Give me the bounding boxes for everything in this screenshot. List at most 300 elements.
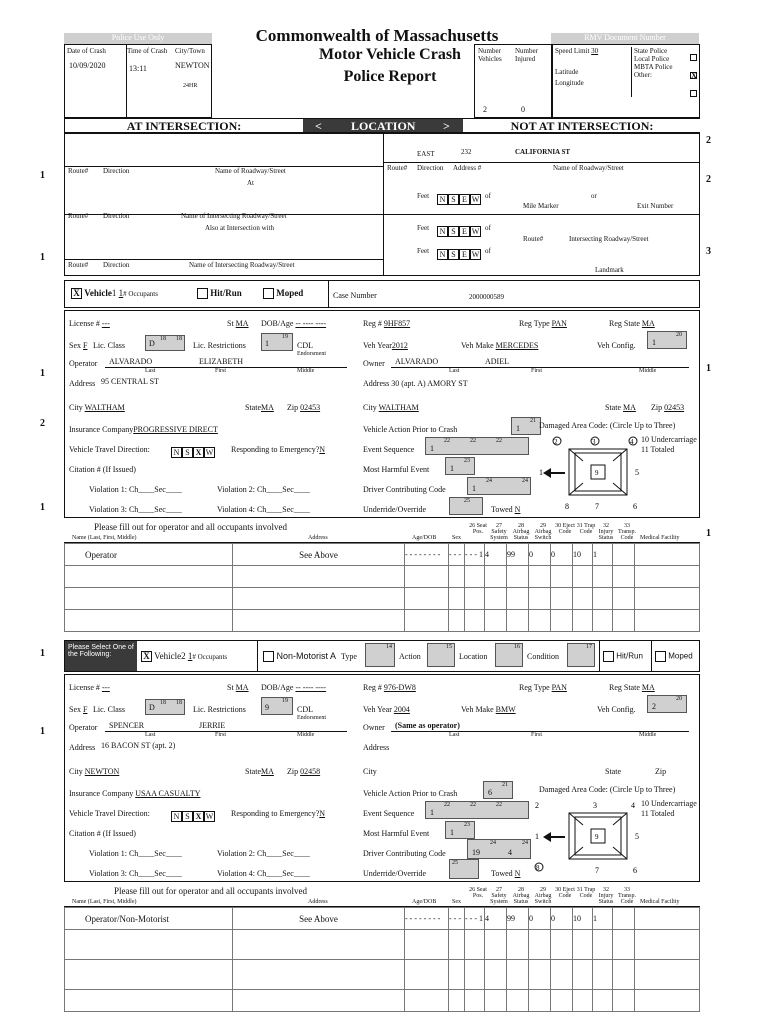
v2-occupants-table — [64, 884, 700, 1018]
speed-value: 30 — [591, 47, 599, 55]
v2-action: 6 21 — [483, 781, 513, 799]
table-row — [65, 990, 700, 1012]
owner-address-label-2: Address — [363, 743, 390, 752]
operator-label: Operator — [69, 359, 98, 368]
hitrun-label: Hit/Run — [210, 288, 242, 298]
address-no-label: Address # — [453, 164, 482, 172]
table-row — [65, 908, 700, 930]
first-label-2: First — [531, 368, 543, 374]
last-label: Last — [145, 368, 156, 374]
ninj-value: 0 — [521, 105, 525, 114]
v1-address: 95 CENTRAL ST — [101, 377, 159, 386]
event-seq-label-2: Event Sequence — [363, 809, 415, 818]
v1-op-last: ALVARADO — [109, 357, 153, 366]
occupant-seat: - - - 1 — [465, 544, 485, 566]
owner-zip-label-2: Zip — [655, 767, 667, 776]
left-arrow: < — [315, 119, 322, 133]
table-row — [65, 610, 700, 632]
v1-reg: 9HF857 — [383, 319, 411, 328]
address-street: CALIFORNIA ST — [515, 148, 571, 156]
speed-label: Speed Limit — [555, 47, 590, 55]
underride-label: Underride/Override — [363, 505, 427, 514]
mbta-police-checkbox[interactable] — [690, 90, 697, 97]
condition-label: Condition — [527, 652, 560, 661]
middle-label: Middle — [297, 368, 315, 374]
action-prior-label-2: Vehicle Action Prior to Crash — [363, 789, 458, 798]
v1-reg-state: MA — [641, 319, 655, 328]
v1-emergency: N — [319, 445, 326, 454]
hr-label: 24HR — [183, 83, 198, 89]
direction-label: Direction — [103, 167, 130, 175]
citation-label-2: Citation # (If Issued) — [69, 829, 136, 838]
switch-col: 29 Airbag Switch — [534, 523, 552, 541]
occupant-sex: - - - — [449, 908, 465, 930]
svg-text:1: 1 — [535, 832, 539, 841]
v1-contributing: 1 24 24 — [467, 477, 531, 495]
occupant-airbag: 99 — [507, 908, 529, 930]
occupant-seat: - - - 1 — [465, 908, 485, 930]
occupant-safety: 4 — [485, 544, 507, 566]
airbag-col: 28 Airbag Status — [512, 523, 530, 541]
local-police-checkbox[interactable]: X — [691, 70, 697, 80]
occupant-eject: 0 — [551, 908, 573, 930]
eject-col-2: 30 Eject Code — [555, 887, 575, 899]
int-road-label-r: Intersecting Roadway/Street — [569, 235, 649, 243]
v1-lic-class: D 18 18 — [145, 335, 185, 351]
date-value: 10/09/2020 — [69, 61, 106, 70]
contributing-label-2: Driver Contributing Code — [363, 849, 446, 858]
v1-license: --- — [101, 319, 110, 328]
svg-text:8: 8 — [565, 502, 569, 511]
feet-label-2: Feet — [417, 224, 430, 232]
v1-owner-state: MA — [623, 403, 636, 412]
fill-out-label-2: Please fill out for operator and all occupants involved — [114, 886, 307, 896]
lat-label: Latitude — [555, 68, 579, 76]
lic-restr-label-2: Lic. Restrictions — [193, 705, 246, 714]
local-police-label: Local Police — [634, 55, 670, 63]
address-number: 232 — [461, 148, 472, 156]
v1-zip: 02453 — [300, 403, 321, 412]
svg-text:6: 6 — [633, 502, 637, 511]
v1-restrictions: 1 19 — [261, 333, 293, 351]
mile-marker-label: Mile Marker — [523, 202, 559, 210]
name-col-2: Name (Last, First, Middle) — [72, 899, 137, 905]
v2-owner: (Same as operator) — [395, 721, 460, 730]
event-seq-label: Event Sequence — [363, 445, 415, 454]
type-box: 14 — [365, 643, 395, 667]
state-police-label: State Police — [634, 47, 668, 55]
city-label: City/Town — [175, 47, 205, 55]
side-number: 2 — [706, 135, 711, 146]
counts-box — [474, 44, 552, 118]
hitrun-label-2: Hit/Run — [616, 651, 643, 661]
table-row — [65, 930, 700, 960]
safety-col: 27 Safety System — [490, 523, 508, 541]
v2-reg-type: PAN — [551, 683, 567, 692]
at-label: At — [247, 179, 254, 187]
v2-towed: N — [514, 869, 521, 878]
route-label-r: Route# — [387, 164, 408, 172]
select-one-prompt: Please Select One of the Following: — [65, 641, 137, 671]
occupant-dob: - - - - - - - - — [405, 908, 449, 930]
sex-col: Sex — [452, 535, 461, 541]
harmful-label-2: Most Harmful Event — [363, 829, 430, 838]
v1-lic-state: MA — [235, 319, 249, 328]
v2-harmful: 1 23 — [445, 821, 475, 839]
police-use-banner: Police Use Only — [64, 33, 212, 44]
endorsement-label-2: Endorsment — [297, 715, 326, 721]
location-box — [64, 133, 700, 276]
direction-label-r: Direction — [417, 164, 444, 172]
v2-state: MA — [261, 767, 274, 776]
v2-city: NEWTON — [84, 767, 120, 776]
v2-dob: -- ---- ---- — [295, 683, 327, 692]
nveh-value: 2 — [483, 105, 487, 114]
vehicle2-number: 2 — [181, 651, 186, 661]
divider — [126, 44, 212, 118]
cdl-label: CDL — [297, 341, 313, 350]
v2-op-last: SPENCER — [109, 721, 145, 730]
location-bar — [64, 118, 700, 133]
occupant-dob: - - - - - - - - — [405, 544, 449, 566]
route-label-r2: Route# — [523, 235, 544, 243]
v2-event-seq: 1 22 22 22 — [425, 801, 529, 819]
moped-checkbox-2[interactable] — [655, 651, 666, 662]
nveh-label: Number Vehicles — [478, 47, 502, 63]
route-label: Route# — [68, 167, 89, 175]
switch-col-2: 29 Airbag Switch — [534, 887, 552, 905]
table-row — [65, 960, 700, 990]
v2-year: 2004 — [393, 705, 410, 714]
svg-text:9: 9 — [595, 833, 599, 841]
action-prior-label: Vehicle Action Prior to Crash — [363, 425, 458, 434]
svg-text:4: 4 — [630, 438, 634, 446]
v1-year: 2012 — [391, 341, 408, 350]
endorsement-label: Endorsment — [297, 351, 326, 357]
trans-col: 33 Transp. Code — [618, 523, 636, 541]
owner-label: Owner — [363, 359, 385, 368]
first-label-3: First — [215, 732, 227, 738]
owner-label-2: Owner — [363, 723, 385, 732]
table-row — [65, 544, 700, 566]
side-number: 2 — [706, 174, 711, 185]
v1-occupants-table — [64, 520, 700, 638]
svg-text:5: 5 — [635, 832, 639, 841]
feet-label-3: Feet — [417, 247, 430, 255]
side-number: 1 — [40, 502, 45, 513]
eject-col: 30 Eject Code — [555, 523, 575, 535]
svg-text:2: 2 — [554, 438, 558, 446]
last-label-2: Last — [449, 368, 460, 374]
side-number: 1 — [40, 648, 45, 659]
undercarriage-label-2: 10 Undercarriage — [641, 799, 697, 808]
vehicle1-number: 1 — [111, 288, 117, 298]
vehicle2-occupants: 1 — [187, 651, 193, 661]
v1-sex: F — [83, 341, 88, 350]
road-name-label-3: Name of Intersecting Roadway/Street — [189, 261, 295, 269]
v1-city: WALTHAM — [84, 403, 125, 412]
lic-class-label-2: Lic. Class — [93, 705, 125, 714]
v2-reg: 976-DW8 — [383, 683, 416, 692]
v2-sex: F — [83, 705, 88, 714]
occupant-airbag: 99 — [507, 544, 529, 566]
v2-zip: 02458 — [300, 767, 321, 776]
time-value: 13:11 — [129, 64, 147, 73]
v2-underride: 25 — [449, 859, 479, 879]
occupant-address: See Above — [233, 908, 405, 930]
fill-out-label: Please fill out for operator and all occupants involved — [94, 522, 287, 532]
owner-state-label-2: State — [605, 767, 621, 776]
occupants-label: # Occupants — [123, 290, 158, 298]
case-number-label: Case Number — [333, 291, 377, 300]
occupant-name: Operator/Non-Motorist — [65, 908, 233, 930]
v1-owner-last: ALVARADO — [395, 357, 439, 366]
occupant-injury: 1 — [593, 544, 613, 566]
location-label: LOCATION — [351, 119, 416, 133]
middle-label-3: Middle — [297, 732, 315, 738]
underride-label-2: Underride/Override — [363, 869, 427, 878]
occupants-label-2: # Occupants — [192, 653, 228, 661]
non-motorist-letter: A — [330, 651, 337, 661]
v1-op-first: ELIZABETH — [199, 357, 243, 366]
state-police-checkbox[interactable] — [690, 54, 697, 61]
lic-restr-label: Lic. Restrictions — [193, 341, 246, 350]
v1-owner-city: WALTHAM — [378, 403, 419, 412]
v2-travel-selector[interactable]: N S X W — [171, 806, 215, 824]
road-name-label-r: Name of Roadway/Street — [553, 164, 624, 172]
form-title: Commonwealth of Massachusetts — [255, 26, 499, 45]
v1-make: MERCEDES — [495, 341, 539, 350]
v1-dob: -- ---- ---- — [295, 319, 327, 328]
action-label: Action — [399, 652, 421, 661]
condition-box: 17 — [567, 643, 595, 667]
occupant-switch: 0 — [529, 544, 551, 566]
svg-text:7: 7 — [595, 866, 599, 875]
hitrun-checkbox-2[interactable] — [603, 651, 614, 662]
nsew-selector-2[interactable]: N S E W — [437, 221, 481, 239]
landmark-label: Landmark — [595, 266, 624, 274]
medical-col-2: Medical Facility — [640, 899, 680, 905]
location-label-2: Location — [459, 652, 488, 661]
of-label: of — [485, 192, 491, 200]
v1-towed: N — [514, 505, 521, 514]
last-label-3: Last — [145, 732, 156, 738]
exit-number-label: Exit Number — [637, 202, 674, 210]
moped-label-2: Moped — [668, 651, 693, 661]
date-label: Date of Crash — [67, 47, 106, 55]
feet-label: Feet — [417, 192, 430, 200]
v2-reg-state: MA — [641, 683, 655, 692]
type-label: Type — [341, 652, 357, 661]
occupant-safety: 4 — [485, 908, 507, 930]
v1-owner-address: 30 (apt. A) AMORY ST — [391, 379, 468, 388]
undercarriage-label: 10 Undercarriage — [641, 435, 697, 444]
svg-text:5: 5 — [635, 468, 639, 477]
of-label-2: of — [485, 224, 491, 232]
v2-restrictions: 9 19 — [261, 697, 293, 715]
occupant-switch: 0 — [529, 908, 551, 930]
side-number: 3 — [706, 246, 711, 257]
non-motorist-label: Non-Motorist — [276, 651, 329, 661]
v2-occupant-grid — [64, 907, 700, 1012]
non-motorist-checkbox[interactable] — [263, 651, 274, 662]
right-arrow: > — [443, 119, 450, 133]
v2-make: BMW — [495, 705, 516, 714]
address-label-2: Address — [69, 743, 96, 752]
svg-text:4: 4 — [631, 801, 635, 810]
seat-col: 26 Seat Pos. — [469, 523, 487, 535]
travel-label-2: Vehicle Travel Direction: — [69, 809, 150, 818]
v1-owner-first: ADIEL — [485, 357, 509, 366]
damaged-label-2: Damaged Area Code: (Circle Up to Three) — [539, 785, 676, 794]
v2-lic-state: MA — [235, 683, 249, 692]
nsew-selector-3[interactable]: N S E W — [437, 244, 481, 262]
occupant-sex: - - - — [449, 544, 465, 566]
address-direction: EAST — [417, 150, 435, 158]
first-label-4: First — [531, 732, 543, 738]
svg-text:3: 3 — [593, 801, 597, 810]
hitrun-checkbox[interactable] — [197, 288, 208, 299]
case-number-value: 2000000589 — [469, 293, 504, 301]
svg-text:8: 8 — [536, 864, 540, 872]
cdl-label-2: CDL — [297, 705, 313, 714]
v1-harmful: 1 23 — [445, 457, 475, 475]
vehicle2-detail: License # --- St MA DOB/Age -- ---- ---- Sex F Lic. Class D 18 18 Lic. Restrictions 9 19 CDL Endorsment Operator SPENCER JERRIE Last First Middle Address 16 BACON ST (apt. 2) City NEWTON StateMA Zip 02458 Insurance Company USAA CASUALTY Vehicle Travel Direction: N S X W Responding to Emergency?N Citation # (If Issued) Violation 1: Ch____Sec____ Violation 2: Ch____Sec____ Violation 3: Ch____Sec____ Violation 4: Ch____Sec____ Reg # 976-DW8 Reg Type PAN Reg State MA Veh Year 2004 Veh Make BMW Veh Config. 2 20 Owner (Same as operator) Last First Middle Address City State Zip Vehicle Action Prior to Crash 6 21 Damaged Area Code: (Circle Up to Three) Event Sequence 1 22 22 22 Most Harmful Event 1 23 Driver Contributing Code 19 24 4 24 Underride/Override 25 Towed N 2 3 4 9 1 5 8 7 6 10 Undercarriage 11 Totaled — [64, 674, 700, 882]
v2-emergency: N — [319, 809, 326, 818]
mbta-police-label: MBTA Police — [634, 63, 673, 71]
v1-occupant-grid — [64, 543, 700, 632]
direction-label-2: Direction — [103, 212, 130, 220]
nsew-selector[interactable]: N S E W — [437, 189, 481, 207]
citation-label: Citation # (If Issued) — [69, 465, 136, 474]
v1-underride: 25 — [449, 497, 483, 515]
not-at-intersection-label: NOT AT INTERSECTION: — [463, 119, 701, 132]
lic-class-label: Lic. Class — [93, 341, 125, 350]
side-number: 1 — [40, 252, 45, 263]
veh-config-label-2: Veh Config. — [597, 705, 636, 714]
v1-state: MA — [261, 403, 274, 412]
svg-text:3: 3 — [592, 438, 596, 446]
also-at-label: Also at Intersection with — [205, 224, 275, 232]
or-label: or — [591, 192, 597, 200]
speed-box — [552, 44, 700, 118]
harmful-label: Most Harmful Event — [363, 465, 430, 474]
address-label: Address — [69, 379, 96, 388]
vehicle1-detail: License # --- St MA DOB/Age -- ---- ---- Sex F Lic. Class D 18 18 Lic. Restrictions 1 19 CDL Endorsment Operator ALVARADO ELIZABETH Last First Middle Address 95 CENTRAL ST City WALTHAM StateMA Zip 02453 Insurance CompanyPROGRESSIVE DIRECT Vehicle Travel Direction: N S X W Responding to Emergency?N Citation # (If Issued) Violation 1: Ch____Sec____ Violation 2: Ch____Sec____ Violation 3: Ch____Sec____ Violation 4: Ch____Sec____ Reg # 9HF857 Reg Type PAN Reg State MA Veh Year2012 Veh Make MERCEDES Veh Config. 1 20 Owner ALVARADO ADIEL Last First Middle Address 30 (apt. A) AMORY ST City WALTHAM State MA Zip 02453 Vehicle Action Prior to Crash 1 21 Damaged Area Code: (Circle Up to Three) Event Sequence 1 22 22 22 Most Harmful Event 1 23 Driver Contributing Code 1 24 24 Underride/Override 25 Towed N 2 3 4 9 1 5 8 7 6 10 Undercarriage 11 Totaled — [64, 310, 700, 518]
v1-event-seq: 1 22 22 22 — [425, 437, 529, 455]
location-box-2: 16 — [495, 643, 523, 667]
addr-col-2: Address — [308, 899, 328, 905]
v2-lic-class: D 18 18 — [145, 699, 185, 715]
int-road-label: Name of Intersecting Roadway/Street — [181, 212, 287, 220]
side-number: 1 — [40, 368, 45, 379]
trap-col-2: 31 Trap Code — [576, 887, 596, 899]
totaled-label: 11 Totaled — [641, 445, 675, 454]
of-label-3: of — [485, 247, 491, 255]
contributing-label: Driver Contributing Code — [363, 485, 446, 494]
table-row — [65, 588, 700, 610]
divider — [383, 134, 384, 275]
middle-label-2: Middle — [639, 368, 657, 374]
ninj-label: Number Injured — [515, 47, 538, 63]
action-box: 15 — [427, 643, 455, 667]
v2-license: --- — [101, 683, 110, 692]
moped-checkbox[interactable] — [263, 288, 274, 299]
operator-label-2: Operator — [69, 723, 98, 732]
last-label-4: Last — [449, 732, 460, 738]
vehicle2-bar — [64, 640, 700, 672]
form-title-3: Police Report — [343, 68, 437, 85]
medical-col: Medical Facility — [640, 535, 680, 541]
vehicle1-checkbox[interactable]: X — [71, 288, 82, 299]
first-label: First — [215, 368, 227, 374]
middle-label-4: Middle — [639, 732, 657, 738]
occupant-address: See Above — [233, 544, 405, 566]
seat-col-2: 26 Seat Pos. — [469, 887, 487, 899]
addr-col: Address — [308, 535, 328, 541]
v1-reg-type: PAN — [551, 319, 567, 328]
damaged-label: Damaged Area Code: (Circle Up to Three) — [539, 421, 676, 430]
airbag-col-2: 28 Airbag Status — [512, 887, 530, 905]
occupant-name: Operator — [65, 544, 233, 566]
sex-col-2: Sex — [452, 899, 461, 905]
v1-insurance: PROGRESSIVE DIRECT — [133, 425, 218, 434]
occupant-eject: 0 — [551, 544, 573, 566]
injury-col-2: 32 Injury Status — [598, 887, 614, 905]
lon-label: Longitude — [555, 79, 584, 87]
at-intersection-label: AT INTERSECTION: — [65, 119, 303, 132]
v2-op-first: JERRIE — [199, 721, 226, 730]
v1-action: 1 21 — [511, 417, 541, 435]
table-row — [65, 566, 700, 588]
occupant-trap: 10 — [573, 908, 593, 930]
occupant-injury: 1 — [593, 908, 613, 930]
v2-contributing: 19 24 4 24 — [467, 839, 531, 859]
vehicle2-checkbox[interactable]: X — [141, 651, 152, 662]
injury-col: 32 Injury Status — [598, 523, 614, 541]
occupant-trap: 10 — [573, 544, 593, 566]
form-title-2: Motor Vehicle Crash — [319, 46, 461, 63]
side-number: 2 — [40, 418, 45, 429]
age-col-2: Age/DOB — [412, 899, 437, 905]
v2-address: 16 BACON ST (apt. 2) — [101, 741, 176, 750]
side-number: 1 — [40, 170, 45, 181]
svg-text:1: 1 — [539, 468, 543, 477]
side-number: 1 — [40, 726, 45, 737]
name-col: Name (Last, First, Middle) — [72, 535, 137, 541]
trap-col: 31 Trap Code — [576, 523, 596, 535]
svg-text:7: 7 — [595, 502, 599, 511]
trans-col-2: 33 Transp. Code — [618, 887, 636, 905]
vehicle2-label: Vehicle — [154, 651, 182, 661]
age-col: Age/DOB — [412, 535, 437, 541]
v1-owner-zip: 02453 — [664, 403, 685, 412]
totaled-label-2: 11 Totaled — [641, 809, 675, 818]
v1-config: 1 20 — [647, 331, 687, 349]
vehicle1-label: Vehicle — [84, 288, 112, 298]
route-label-3: Route# — [68, 261, 89, 269]
rmv-banner: RMV Document Number — [551, 33, 699, 44]
svg-text:2: 2 — [535, 801, 539, 810]
svg-text:9: 9 — [595, 469, 599, 477]
road-name-label: Name of Roadway/Street — [215, 167, 286, 175]
v1-travel-selector[interactable]: N S X W — [171, 442, 215, 460]
city-value: NEWTON — [175, 61, 210, 70]
safety-col-2: 27 Safety System — [490, 887, 508, 905]
other-label: Other: — [634, 71, 652, 79]
owner-city-label-2: City — [363, 767, 377, 776]
time-label: Time of Crash — [127, 47, 168, 55]
